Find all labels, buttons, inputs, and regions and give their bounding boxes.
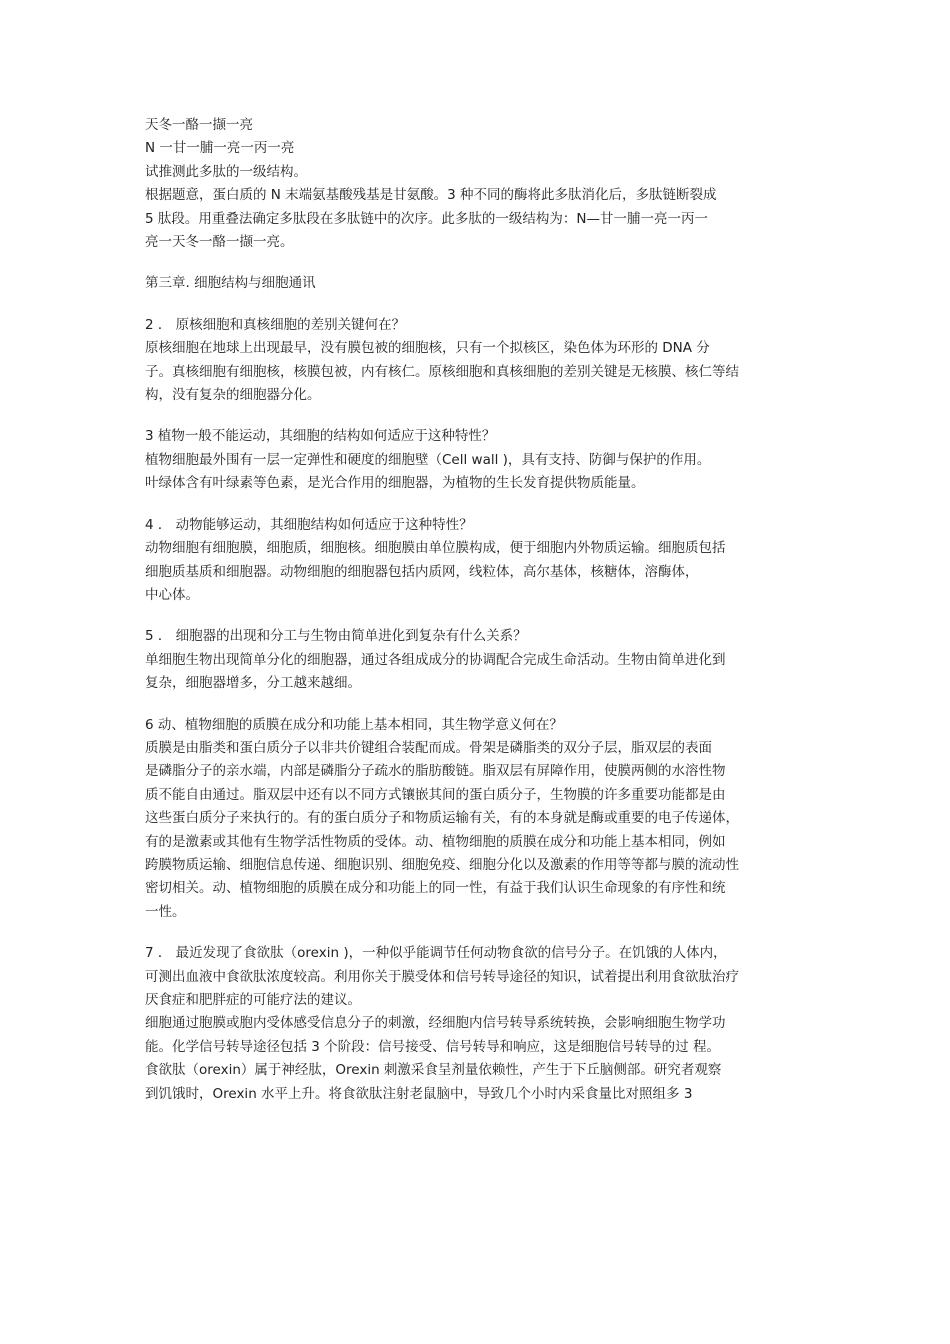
intro-line: 试推测此多肽的一级结构。 — [145, 163, 307, 180]
answer-line: 植物细胞最外围有一层一定弹性和硬度的细胞壁（Cell wall )，具有支持、防御与保护的作用。 — [145, 451, 711, 468]
answer-line: 到饥饿时，Orexin 水平上升。将食欲肽注射老鼠脑中，导致几个小时内采食量比对照组多 3 — [145, 1085, 693, 1102]
question-block — [145, 425, 815, 495]
chapter-title: 第三章. 细胞结构与细胞通讯 — [145, 275, 316, 292]
question-block — [145, 714, 815, 925]
answer-line: 一性。 — [145, 903, 186, 920]
answer-line: 5 肽段。用重叠法确定多肽段在多肽链中的次序。此多肽的一级结构为：N—甘一脯一亮一丙一 — [145, 210, 708, 227]
answer-line: 单细胞生物出现简单分化的细胞器，通过各组成成分的协调配合完成生命活动。生物由简单进化到 — [145, 651, 726, 668]
answer-line: 动物细胞有细胞膜，细胞质，细胞核。细胞膜由单位膜构成，便于细胞内外物质运输。细胞质包括 — [145, 540, 726, 557]
answer-line: 根据题意，蛋白质的 N 末端氨基酸残基是甘氨酸。3 种不同的酶将此多肽消化后，多肽链断裂成 — [145, 187, 717, 204]
answer-line: 中心体。 — [145, 586, 199, 603]
answer-line: 质膜是由脂类和蛋白质分子以非共价键组合装配而成。骨架是磷脂类的双分子层，脂双层的表面 — [145, 739, 712, 756]
answer-line: 是磷脂分子的亲水端，内部是磷脂分子疏水的脂肪酸链。脂双层有屏障作用，使膜两侧的水溶性物 — [145, 763, 726, 780]
question-line: 3 植物一般不能运动，其细胞的结构如何适应于这种特性？ — [145, 428, 496, 445]
intro-line: N 一甘一脯一亮一丙一亮 — [145, 140, 295, 157]
answer-line: 原核细胞在地球上出现最早，没有膜包被的细胞核，只有一个拟核区，染色体为环形的 DNA 分 — [145, 340, 710, 357]
answer-line: 密切相关。动、植物细胞的质膜在成分和功能上的同一性，有益于我们认识生命现象的有序性和统 — [145, 880, 726, 897]
answer-line: 子。真核细胞有细胞核，核膜包被，内有核仁。原核细胞和真核细胞的差别关键是无核膜、核仁等结 — [145, 363, 739, 380]
answer-line: 叶绿体含有叶绿素等色素，是光合作用的细胞器，为植物的生长发育提供物质能量。 — [145, 475, 645, 492]
answer-line: 亮一天冬一酪一撷一亮。 — [145, 234, 294, 251]
question-line: 可测出血液中食欲肽浓度较高。利用你关于膜受体和信号转导途径的知识，试着提出利用食欲肽治疗 — [145, 968, 739, 985]
question-line: 7 ． 最近发现了食欲肽（orexin )，一种似乎能调节任何动物食欲的信号分子。在饥饿的人体内， — [145, 945, 727, 962]
answer-line: 能。化学信号转导途径包括 3 个阶段：信号接受、信号转导和响应，这是细胞信号转导的过 程。 — [145, 1038, 720, 1055]
question-line: 6 动、植物细胞的质膜在成分和功能上基本相同，其生物学意义何在？ — [145, 716, 563, 733]
answer-line: 复杂，细胞器增多，分工越来越细。 — [145, 675, 361, 692]
answer-line: 有的是激素或其他有生物学活性物质的受体。动、植物细胞的质膜在成分和功能上基本相同，例如 — [145, 833, 726, 850]
intro-section — [145, 114, 815, 254]
answer-line: 这些蛋白质分子来执行的。有的蛋白质分子和物质运输有关，有的本身就是酶或重要的电子传递体， — [145, 810, 739, 827]
answer-line: 构，没有复杂的细胞器分化。 — [145, 387, 321, 404]
question-block — [145, 514, 815, 608]
intro-line: 天冬一酪一撷一亮 — [145, 117, 253, 133]
question-block — [145, 625, 815, 695]
question-line: 5 ． 细胞器的出现和分工与生物由简单进化到复杂有什么关系？ — [145, 628, 527, 645]
answer-line: 食欲肽（orexin）属于神经肽，Orexin 刺激采食呈剂量依赖性，产生于下丘脑侧部。研究者观察 — [145, 1062, 722, 1079]
question-line: 4 ． 动物能够运动，其细胞结构如何适应于这种特性？ — [145, 516, 473, 533]
answer-line: 质不能自由通过。脂双层中还有以不同方式镶嵌其间的蛋白质分子，生物膜的许多重要功能都是由 — [145, 786, 726, 803]
question-line: 厌食症和肥胖症的可能疗法的建议。 — [145, 992, 361, 1008]
question-block — [145, 314, 815, 408]
answer-line: 细胞通过胞膜或胞内受体感受信息分子的刺激，经细胞内信号转导系统转换，会影响细胞生物学功 — [145, 1015, 726, 1032]
question-block — [145, 942, 815, 1106]
document-page — [145, 114, 815, 1106]
answer-line: 跨膜物质运输、细胞信息传递、细胞识别、细胞免疫、细胞分化以及激素的作用等等都与膜的流动性 — [145, 856, 739, 873]
question-line: 2 ． 原核细胞和真核细胞的差别关键何在？ — [145, 316, 406, 333]
answer-line: 细胞质基质和细胞器。动物细胞的细胞器包括内质网，线粒体，高尔基体，核糖体，溶酶体， — [145, 563, 699, 580]
